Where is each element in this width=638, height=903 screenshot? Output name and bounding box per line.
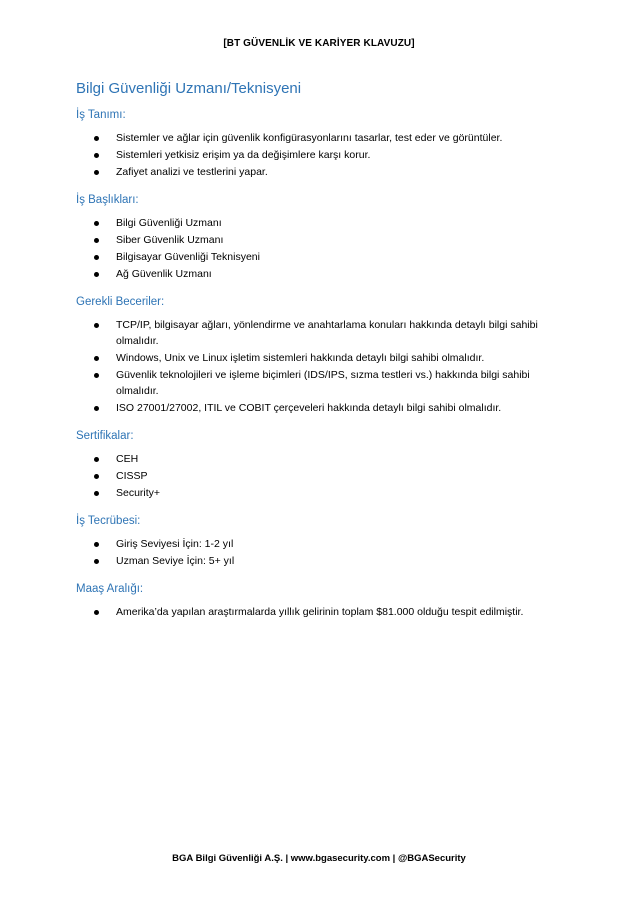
list-item-text: Güvenlik teknolojileri ve işleme biçimleri (IDS/IPS, sızma testleri vs.) hakkında bilgi sahibi olmalıdır. xyxy=(116,369,530,397)
bullet-icon xyxy=(94,153,99,158)
list-item xyxy=(76,400,566,416)
section-salary-range xyxy=(76,583,566,620)
bullet-icon xyxy=(94,610,99,615)
page-header: [BT GÜVENLİK VE KARİYER KLAVUZU] xyxy=(223,38,415,49)
list-item-text: Ağ Güvenlik Uzmanı xyxy=(116,268,212,280)
bullet-icon xyxy=(94,170,99,175)
bullet-icon xyxy=(94,238,99,243)
bullet-icon xyxy=(94,542,99,547)
list-item-text: Windows, Unix ve Linux işletim sistemleri hakkında detaylı bilgi sahibi olmalıdır. xyxy=(116,352,485,364)
list-item xyxy=(76,232,566,248)
list-item xyxy=(76,249,566,265)
list-item xyxy=(76,266,566,282)
bullet-icon xyxy=(94,323,99,328)
section-title: İş Tecrübesi: xyxy=(76,515,141,527)
list-item xyxy=(76,485,566,501)
section-certifications xyxy=(76,430,566,501)
document-title: Bilgi Güvenliği Uzmanı/Teknisyeni xyxy=(76,80,302,97)
bullet-icon xyxy=(94,356,99,361)
bullet-icon xyxy=(94,255,99,260)
bullet-icon xyxy=(94,221,99,226)
list-item xyxy=(76,147,566,163)
section-required-skills xyxy=(76,296,566,416)
section-title: Gerekli Beceriler: xyxy=(76,296,165,308)
bullet-icon xyxy=(94,474,99,479)
section-title: İş Başlıkları: xyxy=(76,194,139,206)
list-item xyxy=(76,215,566,231)
bullet-list xyxy=(76,536,566,569)
list-item-text: Bilgisayar Güvenliği Teknisyeni xyxy=(116,251,260,263)
list-item xyxy=(76,468,566,484)
list-item-text: Giriş Seviyesi İçin: 1-2 yıl xyxy=(116,538,234,550)
list-item-text: Uzman Seviye İçin: 5+ yıl xyxy=(116,555,235,567)
list-item-text: Zafiyet analizi ve testlerini yapar. xyxy=(116,166,268,178)
list-item-text: ISO 27001/27002, ITIL ve COBIT çerçeveleri hakkında detaylı bilgi sahibi olmalıdır. xyxy=(116,402,502,414)
section-job-titles xyxy=(76,194,566,282)
bullet-list xyxy=(76,604,566,620)
bullet-icon xyxy=(94,136,99,141)
list-item-text: CISSP xyxy=(116,470,148,482)
list-item xyxy=(76,553,566,569)
list-item xyxy=(76,451,566,467)
bullet-icon xyxy=(94,559,99,564)
page-footer: BGA Bilgi Güvenliği A.Ş. | www.bgasecurity.com | @BGASecurity xyxy=(172,853,466,864)
section-title: Sertifikalar: xyxy=(76,430,134,442)
bullet-list xyxy=(76,130,566,180)
bullet-list xyxy=(76,317,566,416)
list-item xyxy=(76,350,566,366)
bullet-icon xyxy=(94,373,99,378)
list-item-text: Sistemler ve ağlar için güvenlik konfigürasyonlarını tasarlar, test eder ve görüntüler. xyxy=(116,132,503,144)
list-item xyxy=(76,367,566,399)
bullet-icon xyxy=(94,491,99,496)
bullet-icon xyxy=(94,272,99,277)
list-item-text: CEH xyxy=(116,453,139,465)
section-title: İş Tanımı: xyxy=(76,109,126,121)
bullet-list xyxy=(76,451,566,501)
list-item xyxy=(76,317,566,349)
list-item-text: Bilgi Güvenliği Uzmanı xyxy=(116,217,222,229)
list-item-text: Amerika’da yapılan araştırmalarda yıllık gelirinin toplam $81.000 olduğu tespit edilmiştir. xyxy=(116,606,524,618)
list-item-text: Security+ xyxy=(116,487,161,499)
list-item-text: Siber Güvenlik Uzmanı xyxy=(116,234,224,246)
list-item xyxy=(76,604,566,620)
list-item xyxy=(76,536,566,552)
bullet-icon xyxy=(94,406,99,411)
list-item xyxy=(76,130,566,146)
bullet-icon xyxy=(94,457,99,462)
section-title: Maaş Aralığı: xyxy=(76,583,144,595)
list-item-text: TCP/IP, bilgisayar ağları, yönlendirme ve anahtarlama konuları hakkında detaylı bilgi sahibi olmalıdır. xyxy=(116,319,538,347)
document-body xyxy=(76,80,566,634)
bullet-list xyxy=(76,215,566,282)
section-experience xyxy=(76,515,566,569)
list-item-text: Sistemleri yetkisiz erişim ya da değişimlere karşı korur. xyxy=(116,149,371,161)
section-job-description xyxy=(76,109,566,180)
list-item xyxy=(76,164,566,180)
